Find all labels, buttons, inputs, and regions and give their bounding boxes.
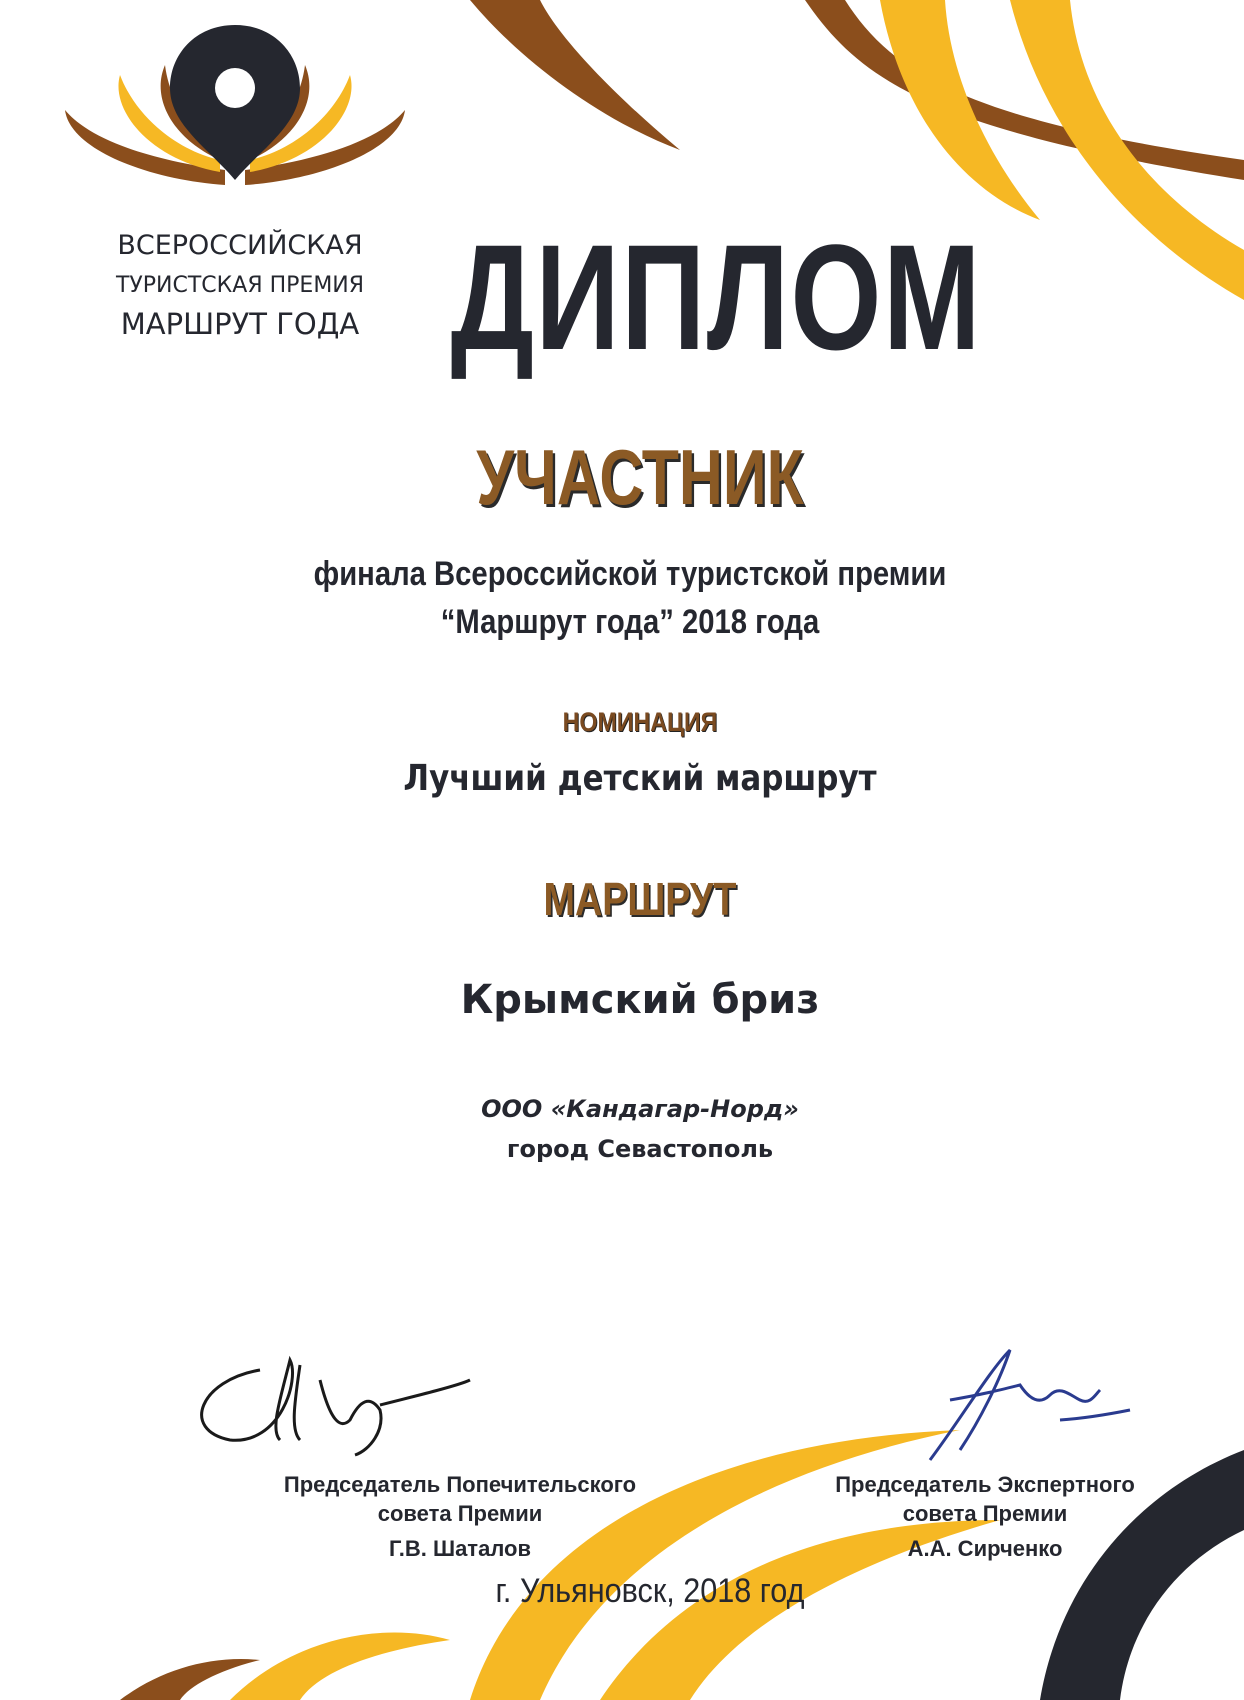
right-signatory: [775, 1470, 1195, 1563]
award-name-line2: ТУРИСТСКАЯ ПРЕМИЯ: [115, 273, 365, 298]
organization-name: ООО «Кандагар-Норд»: [481, 1095, 799, 1123]
left-signatory-name: Г.В. Шаталов: [389, 1536, 531, 1562]
left-signatory-title1: Председатель Попечительского: [283, 1472, 637, 1497]
award-name-line3: МАРШРУТ ГОДА: [120, 307, 360, 341]
subtitle-line1: финала Всероссийской туристской премии: [313, 555, 947, 593]
route-label: МАРШРУТ: [543, 873, 737, 925]
right-signatory-title1: Председатель Экспертного: [835, 1472, 1135, 1497]
right-signature: [930, 1350, 1130, 1460]
award-name-line1: ВСЕРОССИЙСКАЯ: [117, 230, 363, 261]
nomination-value: Лучший детский маршрут: [403, 758, 877, 799]
right-signatory-name: А.А. Сирченко: [907, 1536, 1063, 1562]
subtitle-line2: “Маршрут года” 2018 года: [440, 603, 820, 641]
organization-city: город Севастополь: [506, 1135, 774, 1163]
right-signatory-title2: совета Премии: [902, 1501, 1068, 1527]
left-signatory-title2: совета Премии: [377, 1501, 543, 1527]
route-name: Крымский бриз: [460, 977, 820, 1023]
diploma-title: ДИПЛОМ: [450, 213, 983, 381]
participant-status: УЧАСТНИК: [476, 433, 804, 521]
place-and-date: г. Ульяновск, 2018 год: [495, 1572, 805, 1610]
nomination-label: НОМИНАЦИЯ: [562, 707, 718, 737]
left-signatory: [250, 1470, 670, 1563]
left-signature: [202, 1360, 470, 1455]
